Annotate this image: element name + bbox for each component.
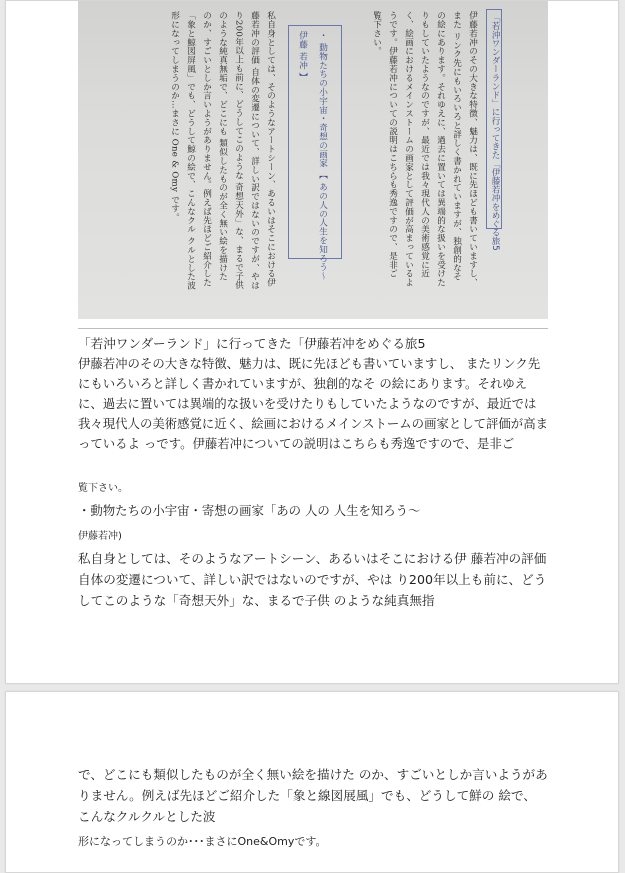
photo-column: 覧下さい。 [371, 11, 382, 56]
article-title: 「若沖ワンダーランド」に行ってきた「伊藤若冲をめぐる旅5 [78, 336, 426, 351]
photo-column: り200年以上も前に、どうしてこのような 奇想天外」な、まるで子供 [233, 11, 244, 290]
scanned-page-photo [78, 1, 548, 319]
line-goran: 覧下さい。 [78, 483, 128, 494]
photo-column-link: ・ 動物たちの小宇宙・奇想の画家 【 あの人の人生を知ろう〜 [317, 31, 328, 281]
photo-column: のか、すごいとしか言いようがありません。例えば先ほどご紹介した [201, 11, 212, 287]
photo-column: のような純真無垢で、どこにも 類似したものが全く無い絵を描けた [217, 11, 228, 282]
line-jakuchu: 伊藤若冲) [78, 531, 122, 542]
photo-column: うです。伊藤若冲についての説明はこちらも秀逸ですので、是非ご [387, 11, 398, 278]
photo-column: 「象と鯨図屏風」でも、どうして鯨の絵で、こんなクル クルとした波 [185, 11, 196, 290]
paragraph-3: で、どこにも類似したものが全く無い絵を描けた のか、すごいとしか言いようがありません。例えば先ほどご紹介した「象と線図展風」でも、どうして鮮の 絵で、こんなクルクルとした波 [78, 767, 548, 824]
divider [78, 328, 548, 329]
photo-column: りもしていたようなのですが、最近では我々現代人の美術感覚に近 [419, 11, 430, 278]
photo-column: 伊藤若冲のその大きな特徴、魅力は、既に先ほども書いていますし、 [467, 11, 478, 287]
photo-header-text: 「若沖ワンダーランド」に行ってきた「伊藤若冲をめぐる旅5 [490, 13, 500, 251]
paragraph-2: 私自身としては、そのようなアートシーン、あるいはそこにおける伊 藤若冲の評価自体の変遷について、詳しい訳ではないのですが、やは り200年以上も前に、どうしてこのような「奇想天外」な、まるで子供 のような純真無指 [78, 551, 547, 608]
bullet-link[interactable]: ・動物たちの小宇宙・寄想の画家「あの 人の 人生を知ろう〜 [78, 503, 421, 518]
document-page-2 [5, 691, 619, 873]
link-box [288, 25, 342, 259]
photo-column: 私自身としては、そのようなアートシーン、あるいはそこにおける伊 [265, 11, 276, 287]
document-page-1 [5, 0, 619, 684]
photo-column-link: 伊藤 若冲 】 [297, 31, 308, 82]
photo-column: また リンク先にもいろいろと詳しく書かれていますが、独創的なそ [451, 11, 462, 282]
photo-column: 形になってしまうのか…まさに One & Omy です。 [169, 11, 180, 222]
paragraph-1: 伊藤若冲のその大きな特徴、魅力は、既に先ほども書いていますし、 またリンク先にもいろいろと詳しく書かれていますが、独創的なそ の絵にあります。それゆえに、過去に置いては異端的な扱いを受けたりもしていたようなのですが、最近では我々現代人の美術感覚に近く、絵画におけるメインストームの画家として評価が高まっているよ っです。伊藤若冲についての説明はこちらも秀逸ですので、是非ご [78, 356, 548, 451]
photo-column: く、絵画におけるメインストームの画家として評価が高まっているよ [403, 11, 414, 287]
line-last: 形になってしまうのか･･･まさにOne&Omyです。 [78, 835, 327, 848]
photo-column: 藤若冲の評価 自体の変遷について、詳しい訳ではないのですが、やは [249, 11, 260, 290]
photo-column: の絵にあります。それゆえに、過去に置いては異端的な扱いを受けた [435, 11, 446, 287]
